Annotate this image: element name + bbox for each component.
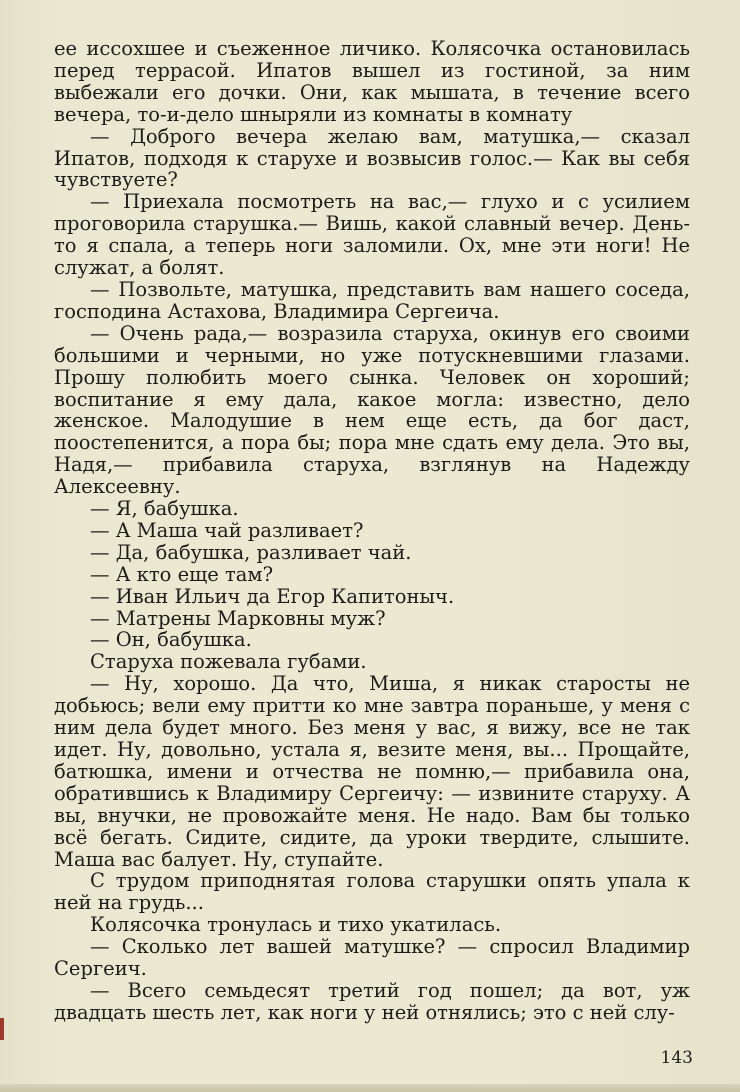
paragraph: — А Маша чай разливает? <box>90 518 364 542</box>
paragraph: — Сколько лет вашей матушке? — спросил Владимир Сергеич. <box>54 935 690 981</box>
page-body-text <box>54 38 690 1024</box>
page-number: 143 <box>660 1048 693 1068</box>
paragraph: — Иван Ильич да Егор Капитоныч. <box>90 584 455 608</box>
paragraph: — Он, бабушка. <box>90 628 252 652</box>
paragraph: — А кто еще там? <box>90 562 274 586</box>
paragraph: — Ну, хорошо. Да что, Миша, я никак старосты не добьюсь; вели ему притти ко мне завтра пораньше, у меня с ним дела будет много. Без меня у вас, я вижу, все не так идет. Ну, довольно, устала я, везите меня, вы... Прощайте, батюшка, имени и отчества не помню,— прибавила она, обратившись к Владимиру Сергеичу: — извините старуху. А вы, внучки, не провожайте меня. Не надо. Вам бы только всё бегать. Сидите, сидите, да уроки твердите, слышите. Маша вас балует. Ну, ступайте. <box>54 672 690 871</box>
paragraph: — Приехала посмотреть на вас,— глухо и с усилием проговорила старушка.— Вишь, какой славный вечер. День-то я спала, а теперь ноги заломили. Ох, мне эти ноги! Не служат, а болят. <box>54 190 690 280</box>
paragraph: ее иссохшее и съеженное личико. Колясочка остановилась перед террасой. Ипатов вышел из гостиной, за ним выбежали его дочки. Они, как мышата, в течение всего вечера, то-и-дело шныряли из комнаты в комнату <box>54 37 690 126</box>
paragraph: Колясочка тронулась и тихо укатилась. <box>90 913 502 937</box>
paragraph: С трудом приподнятая голова старушки опять упала к ней на грудь... <box>54 869 690 915</box>
paragraph: — Я, бабушка. <box>90 497 239 521</box>
paragraph: — Всего семьдесят третий год пошел; да вот, уж двадцать шесть лет, как ноги у ней отнялись; это с ней слу- <box>54 978 690 1024</box>
paragraph: — Матрены Марковны муж? <box>90 606 386 630</box>
paragraph: — Очень рада,— возразила старуха, окинув его своими большими и черными, но уже потускневшими глазами. Прошу полюбить моего сынка. Человек он хороший; воспитание я ему дала, какое могла: известно, дело женское. Малодушие в нем еще есть, да бог даст, поостепенится, а пора бы; пора мне сдать ему дела. Это вы, Надя,— прибавила старуха, взглянув на Надежду Алексеевну. <box>54 321 690 499</box>
paragraph: — Позвольте, матушка, представить вам нашего соседа, господина Астахова, Владимира Сергеича. <box>54 277 690 323</box>
paragraph: — Доброго вечера желаю вам, матушка,— сказал Ипатов, подходя к старухе и возвысив голос.— Как вы себя чувствуете? <box>54 124 690 192</box>
page-bottom-edge <box>0 1084 740 1092</box>
binding-mark <box>0 1018 4 1040</box>
paragraph: — Да, бабушка, разливает чай. <box>90 540 412 564</box>
paragraph: Старуха пожевала губами. <box>90 650 367 674</box>
